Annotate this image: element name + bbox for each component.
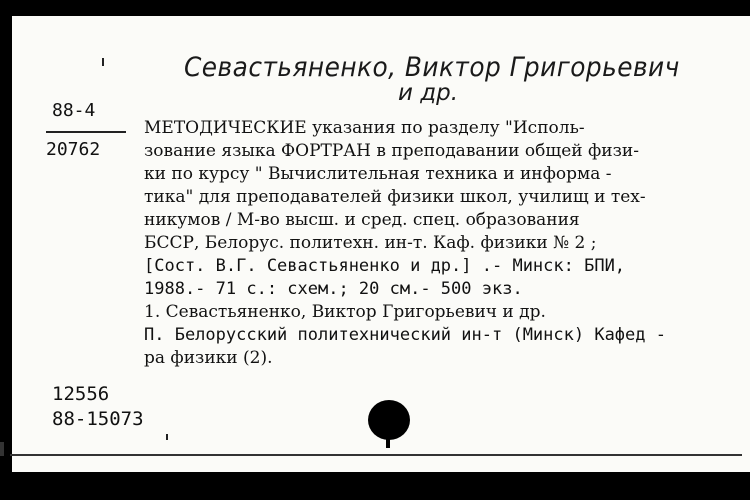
record-line: МЕТОДИЧЕСКИЕ указания по разделу "Исполь- [144, 118, 585, 138]
record-line: [Сост. В.Г. Севастьяненко и др.] .- Минск: БПИ, [144, 256, 626, 276]
inventory-number: 88-15073 [52, 408, 144, 430]
punch-hole-notch [386, 436, 390, 448]
call-number-bottom: 20762 [46, 139, 101, 160]
call-number-divider [46, 131, 126, 133]
record-line: 1. Севастьяненко, Виктор Григорьевич и др. [144, 302, 546, 322]
record-line: зование языка ФОРТРАН в преподавании общей физи- [144, 141, 639, 161]
record-line: 1988.- 71 с.: схем.; 20 см.- 500 экз. [144, 279, 523, 299]
inventory-number: 12556 [52, 383, 110, 405]
card-edge-mark [0, 442, 4, 456]
ink-mark [102, 58, 104, 66]
card-bottom-rule [10, 454, 742, 456]
record-line: ра физики (2). [144, 348, 273, 368]
call-number-top: 88-4 [52, 100, 96, 121]
punch-hole [368, 400, 410, 440]
record-line: ки по курсу " Вычислительная техника и информа - [144, 164, 612, 184]
record-line: БССР, Белорус. политехн. ин-т. Каф. физики № 2 ; [144, 233, 597, 253]
bibliographic-record [144, 117, 744, 370]
catalog-card [12, 16, 750, 472]
handwritten-author-suffix: и др. [398, 80, 459, 106]
record-line: никумов / М-во высш. и сред. спец. образования [144, 210, 580, 230]
inventory-numbers [52, 382, 144, 432]
ink-mark [166, 434, 168, 440]
record-line: П. Белорусский политехнический ин-т (Минск) Кафед - [144, 325, 666, 345]
record-line: тика" для преподавателей физики школ, училищ и тех- [144, 187, 646, 207]
handwritten-author: Севастьяненко, Виктор Григорьевич [184, 52, 680, 83]
